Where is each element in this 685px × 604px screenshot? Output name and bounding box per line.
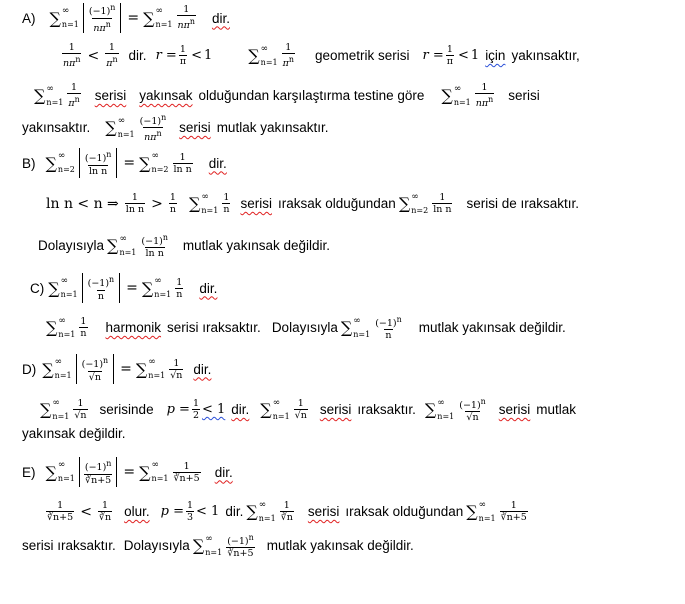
label-c: C)	[30, 280, 45, 296]
label-e: E)	[22, 464, 36, 480]
line-b3: Dolayısıyla ∑ ∞ n=1 $\frac{(-1)^n}{\text{ln n}}$ mutlak yakınsak değildir.	[38, 233, 330, 260]
label-b: B)	[22, 155, 36, 171]
text-a-dir: dir.	[211, 10, 230, 26]
label-d: D)	[22, 361, 37, 377]
expr-a-sum-abs: ∑ ∞ n=1 $\frac{(-1)^n}{n\pi^n}$ = ∑ ∞ n=1 $\frac{1}{n\pi^n}$	[49, 3, 195, 34]
line-a1	[22, 3, 233, 33]
line-d3: yakınsak değildir.	[22, 426, 126, 441]
line-e3: serisi ıraksaktır. Dolayısıyla ∑ ∞ n=1 $\frac{(-1)^n}{∛n+5}$ mutlak yakınsak değildir.	[22, 533, 414, 560]
line-a2: $\frac{1}{n\pi^n}$ < $\frac{1}{\pi^n}$ dir. r = $\frac{1}{\pi}$ < 1 ∑ ∞ n=1 $\frac{1}{\pi^n}$ geometrik serisi r = $\frac{1}{\pi}$ < 1 için yakınsaktır,	[63, 42, 580, 70]
line-b2: ln n < n ⇒ $\frac{1}{\text{ln n}}$ > $\frac{1}{n}$ ∑ ∞ n=1 $\frac{1}{n}$ serisi ıraksak olduğundan ∑ ∞ n=2 $\frac{1}{\text{ln n}}$ serisi de ıraksaktır.	[46, 191, 580, 215]
line-b1: B) ∑ ∞ n=2 $\frac{(-1)^n}{\text{ln n}}$ = ∑ ∞ n=2 $\frac{1}{\text{ln n}}$ dir.	[22, 148, 230, 178]
label-a: A)	[22, 10, 36, 26]
line-e1: E) ∑ ∞ n=1 $\frac{(-1)^n}{∛n+5}$ = ∑ ∞ n=1 $\frac{1}{∛n+5}$ dir.	[22, 457, 236, 487]
line-d1: D) ∑ ∞ n=1 $\frac{(-1)^n}{√n}$ = ∑ ∞ n=1 $\frac{1}{√n}$ dir.	[22, 354, 214, 384]
line-d2: ∑ ∞ n=1 $\frac{1}{√n}$ serisinde p = $\frac{1}{2}$ < 1 dir. ∑ ∞ n=1 $\frac{1}{√n}$ serisi ıraksaktır. ∑ ∞ n=1 $\frac{(-1)^n}{√n}$ serisi mutlak	[40, 397, 577, 424]
line-c1: C) ∑ ∞ n=1 $\frac{(-1)^n}{n}$ = ∑ ∞ n=1 $\frac{1}{n}$ dir.	[30, 273, 220, 303]
line-e2: $\frac{1}{∛n+5}$ < $\frac{1}{∛n}$ olur. p = $\frac{1}{3}$ < 1 dir. ∑ ∞ n=1 $\frac{1}{∛n}$ serisi ıraksak olduğundan ∑ ∞ n=1 $\frac{1}{∛n+5}$	[47, 499, 527, 523]
line-a4: yakınsaktır. ∑ ∞ n=1 $\frac{(-1)^n}{n\pi^n}$ serisi mutlak yakınsaktır.	[22, 113, 329, 144]
line-c2: ∑ ∞ n=1 $\frac{1}{n}$ harmonik serisi ıraksaktır. Dolayısıyla ∑ ∞ n=1 $\frac{(-1)^n}{n}$ mutlak yakınsak değildir.	[46, 315, 566, 342]
line-a3: ∑ ∞ n=1 $\frac{1}{\pi^n}$ serisi yakınsak olduğundan karşılaştırma testine göre ∑ ∞ n=1 $\frac{1}{n\pi^n}$ serisi	[34, 82, 540, 110]
